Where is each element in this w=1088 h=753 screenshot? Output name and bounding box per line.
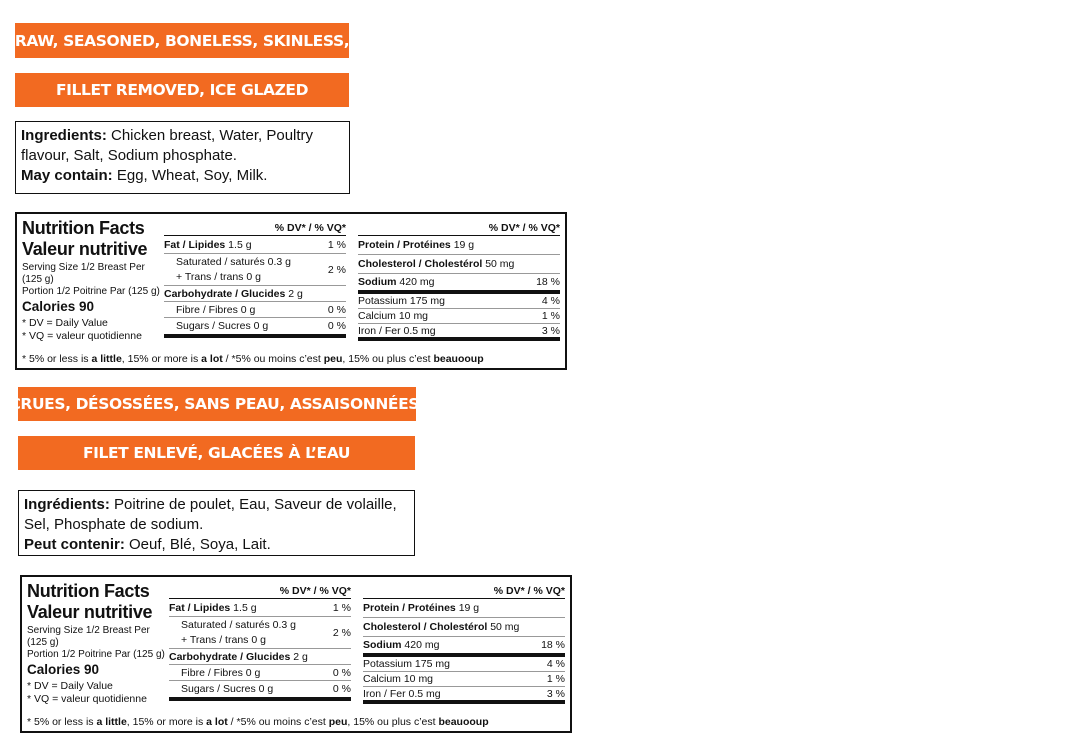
nf-iron-pct: 3 % — [541, 324, 560, 337]
nf-dv-header-right: % DV* / % VQ* — [358, 222, 560, 236]
nf2-footer-d: a lot — [206, 716, 228, 728]
nf-footer — [22, 353, 484, 365]
nf-iron: Iron / Fer 0.5 mg — [358, 324, 436, 337]
nf-calories: Calories 90 — [22, 299, 95, 314]
nf-sugars: Sugars / Sucres 0 g — [176, 320, 269, 332]
nf2-fibre: Fibre / Fibres 0 g — [181, 666, 261, 679]
nf-right-column — [358, 222, 560, 341]
nf2-calcium: Calcium 10 mg — [363, 673, 434, 685]
nf-dv-note-2: * VQ = valeur quotidienne — [22, 330, 142, 342]
nf2-trans: + Trans / trans 0 g — [181, 633, 266, 646]
nf2-fat-pct: 1 % — [332, 601, 351, 614]
nf2-serving-fr: Portion 1/2 Poitrine Par (125 g) — [27, 649, 165, 660]
nf2-footer-b: a little — [96, 716, 127, 728]
nf-sugars-row — [164, 318, 346, 334]
nf2-footer-f: peu — [328, 716, 348, 728]
nf-carb-label: Carbohydrate / Glucides — [164, 287, 286, 300]
nf-fat-row — [164, 236, 346, 254]
nf2-cholesterol-label: Cholesterol / Cholestérol — [363, 621, 488, 633]
nf2-dv-note-1: * DV = Daily Value — [27, 680, 113, 692]
ingredients-key: Ingredients: — [21, 127, 107, 144]
nf2-cholesterol-row — [363, 618, 565, 637]
banner-fr-line1: CRUES, DÉSOSSÉES, SANS PEAU, ASSAISONNÉES, — [18, 387, 416, 421]
nf-sodium-label: Sodium — [358, 276, 397, 288]
nf-middle-column — [164, 222, 346, 338]
nf-carb-row — [164, 286, 346, 302]
nf2-sugars: Sugars / Sucres 0 g — [181, 683, 274, 695]
nf2-protein-row — [363, 599, 565, 618]
nf2-footer-g: , 15% ou plus c’est — [347, 716, 439, 728]
nf-sat-trans-group — [164, 254, 346, 286]
nf2-footer-a: * 5% or less is — [27, 716, 97, 728]
nf-footer-f: peu — [323, 353, 343, 365]
nf2-sat-trans-group — [169, 617, 351, 649]
nf2-carb-row — [169, 649, 351, 665]
nf-trans: + Trans / trans 0 g — [176, 270, 261, 283]
nf2-calcium-row — [363, 672, 565, 687]
nf-dv-note-1: * DV = Daily Value — [22, 317, 108, 329]
nf-sodium-pct: 18 % — [536, 276, 560, 288]
nf-footer-h: beauooup — [433, 353, 484, 365]
nf-protein-amount: 19 g — [450, 239, 475, 251]
nf-fat-amount: 1.5 g — [225, 238, 252, 251]
nf2-dv-note-2: * VQ = valeur quotidienne — [27, 693, 147, 705]
nf2-potassium: Potassium 175 mg — [363, 658, 450, 670]
nf-potassium-row — [358, 294, 560, 309]
nf-footer-g: , 15% ou plus c’est — [342, 353, 434, 365]
banner-en-line1: RAW, SEASONED, BONELESS, SKINLESS, — [15, 23, 349, 58]
nf2-dv-header-right: % DV* / % VQ* — [363, 585, 565, 599]
nf-protein-label: Protein / Protéines — [358, 239, 451, 251]
nf2-footer-c: , 15% or more is — [126, 716, 207, 728]
nf2-serving-en: Serving Size 1/2 Breast Per (125 g) — [27, 625, 150, 648]
nf2-title-fr: Valeur nutritive — [27, 602, 153, 622]
nf-potassium: Potassium 175 mg — [358, 295, 445, 307]
nf-iron-row — [358, 324, 560, 341]
nf-sat-trans-pct: 2 % — [327, 263, 346, 276]
nf-title-en: Nutrition Facts — [22, 218, 145, 238]
nf-calcium: Calcium 10 mg — [358, 310, 429, 322]
nf-footer-a: * 5% or less is — [22, 353, 92, 365]
ingredients-key-fr: Ingrédients: — [24, 496, 110, 513]
nf2-fat-amount: 1.5 g — [230, 601, 257, 614]
nf-left-column — [22, 218, 162, 343]
nf-fibre-pct: 0 % — [327, 303, 346, 316]
nf-fat-pct: 1 % — [327, 238, 346, 251]
may-contain-text: Egg, Wheat, Soy, Milk. — [112, 167, 268, 184]
nf-cholesterol-label: Cholesterol / Cholestérol — [358, 258, 483, 270]
ingredients-text-fr: Poitrine de poulet, Eau, Saveur de volaille, Sel, Phosphate de sodium. — [24, 496, 397, 533]
may-contain-key-fr: Peut contenir: — [24, 536, 125, 553]
nf2-sodium-row — [363, 637, 565, 657]
nf-calcium-pct: 1 % — [541, 310, 560, 322]
nf-footer-b: a little — [91, 353, 122, 365]
nutrition-facts-table-1 — [15, 212, 567, 370]
may-contain-key: May contain: — [21, 167, 113, 184]
nf2-footer-e: / *5% ou moins c’est — [227, 716, 329, 728]
nf-carb-amount: 2 g — [285, 287, 303, 300]
nf2-sat-trans-pct: 2 % — [332, 626, 351, 639]
nf-fibre-row — [164, 302, 346, 318]
ingredients-box-en — [15, 121, 350, 194]
nf-footer-c: , 15% or more is — [121, 353, 202, 365]
nf-saturated: Saturated / saturés 0.3 g — [176, 255, 291, 268]
nf2-fibre-pct: 0 % — [332, 666, 351, 679]
nf-cholesterol-row — [358, 255, 560, 274]
banner-fr-line2: FILET ENLEVÉ, GLACÉES À L’EAU — [18, 436, 415, 470]
nf2-calcium-pct: 1 % — [546, 673, 565, 685]
nf2-iron-pct: 3 % — [546, 687, 565, 700]
nf-fat-label: Fat / Lipides — [164, 238, 226, 251]
nf2-saturated: Saturated / saturés 0.3 g — [181, 618, 296, 631]
nf2-calories: Calories 90 — [27, 662, 100, 677]
nf-calcium-row — [358, 309, 560, 324]
nf2-potassium-pct: 4 % — [546, 658, 565, 670]
nf2-cholesterol-amount: 50 mg — [487, 621, 520, 633]
nf2-footer — [27, 716, 489, 728]
nf2-potassium-row — [363, 657, 565, 672]
nf2-middle-column — [169, 585, 351, 701]
nf2-iron: Iron / Fer 0.5 mg — [363, 687, 441, 700]
nf2-left-column — [27, 581, 167, 706]
nf-fibre: Fibre / Fibres 0 g — [176, 303, 256, 316]
nf2-carb-amount: 2 g — [290, 650, 308, 663]
ingredients-box-fr — [18, 490, 415, 556]
nf2-title-en: Nutrition Facts — [27, 581, 150, 601]
nf2-footer-h: beauooup — [438, 716, 489, 728]
nf-serving-en: Serving Size 1/2 Breast Per (125 g) — [22, 262, 145, 285]
nf-sodium-row — [358, 274, 560, 294]
nf-sugars-pct: 0 % — [327, 320, 346, 332]
nf2-carb-label: Carbohydrate / Glucides — [169, 650, 291, 663]
nf-sodium-amount: 420 mg — [396, 276, 435, 288]
nf2-protein-label: Protein / Protéines — [363, 602, 456, 614]
nf2-sodium-pct: 18 % — [541, 639, 565, 651]
nf-footer-e: / *5% ou moins c’est — [222, 353, 324, 365]
ingredients-text: Chicken breast, Water, Poultry flavour, Salt, Sodium phosphate. — [21, 127, 314, 164]
nf-title-fr: Valeur nutritive — [22, 239, 148, 259]
nf2-sugars-pct: 0 % — [332, 683, 351, 695]
nf2-right-column — [363, 585, 565, 704]
nf2-sodium-amount: 420 mg — [401, 639, 440, 651]
nf-cholesterol-amount: 50 mg — [482, 258, 515, 270]
nf-potassium-pct: 4 % — [541, 295, 560, 307]
nf2-sugars-row — [169, 681, 351, 697]
nutrition-facts-table-2 — [20, 575, 572, 733]
nf2-fat-row — [169, 599, 351, 617]
banner-en-line2: FILLET REMOVED, ICE GLAZED — [15, 73, 349, 107]
nf2-protein-amount: 19 g — [455, 602, 480, 614]
nf-footer-d: a lot — [201, 353, 223, 365]
nf-protein-row — [358, 236, 560, 255]
nf2-iron-row — [363, 687, 565, 704]
nf2-fat-label: Fat / Lipides — [169, 601, 231, 614]
nf2-fibre-row — [169, 665, 351, 681]
nf-dv-header: % DV* / % VQ* — [164, 222, 346, 236]
may-contain-text-fr: Oeuf, Blé, Soya, Lait. — [124, 536, 271, 553]
nf2-sodium-label: Sodium — [363, 639, 402, 651]
nf2-dv-header: % DV* / % VQ* — [169, 585, 351, 599]
nf-serving-fr: Portion 1/2 Poitrine Par (125 g) — [22, 286, 160, 297]
